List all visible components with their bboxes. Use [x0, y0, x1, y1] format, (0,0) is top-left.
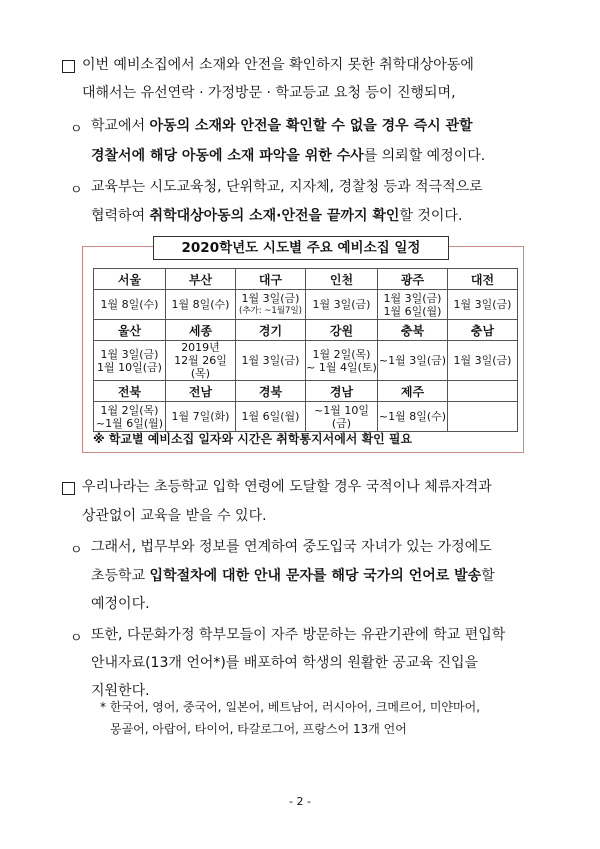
section1-bullet2-line2 [91, 203, 462, 229]
section2-bullet1-line3: 예정이다. [91, 596, 150, 612]
table-cell: 1월 3일(금) [448, 341, 518, 381]
bullet1-text-2: 를 의뢰할 예정이다. [363, 148, 486, 164]
cell-line: ~ 1월 4일(토) [306, 360, 377, 374]
bullet1-bold-text: 아동의 소재와 안전을 확인할 수 없을 경우 즉시 관할 [149, 118, 473, 134]
section1-bullet1-line2 [91, 143, 485, 169]
square-bullet-icon [62, 60, 75, 73]
footnote-line2: 몽골어, 아랍어, 타이어, 타갈로그어, 프랑스어 13개 언어 [110, 722, 407, 736]
section2-line1: 우리나라는 초등학교 입학 연령에 도달할 경우 국적이나 체류자격과 [82, 479, 492, 495]
section1-line1: 이번 예비소집에서 소재와 안전을 확인하지 못한 취학대상아동에 [82, 57, 474, 73]
section2-bullet2-line1: 또한, 다문화가정 학부모들이 자주 방문하는 유관기관에 학교 편입학 [91, 627, 506, 643]
table-row [94, 402, 518, 432]
cell-line: 1월 6일(월) [383, 304, 442, 318]
table-header-cell: 경북 [236, 381, 306, 402]
table-header-cell: 경남 [306, 381, 378, 402]
table-header-cell: 대전 [448, 269, 518, 290]
table-cell [94, 341, 166, 381]
table-header-cell: 인천 [306, 269, 378, 290]
bullet2-text: 협력하여 [91, 208, 150, 224]
cell-line: 1월 10일(금) [97, 360, 162, 374]
schedule-title: 2020학년도 시도별 주요 예비소집 일정 [153, 236, 449, 260]
footnote-line1: * 한국어, 영어, 중국어, 일본어, 베트남어, 러시아어, 크메르어, 미얀마어, [100, 700, 481, 714]
table-header-cell: 부산 [166, 269, 236, 290]
table-cell: 1월 3일(금) [236, 341, 306, 381]
bullet-text: 초등학교 [91, 568, 150, 584]
section2-bullet1-line2 [91, 563, 495, 589]
circle-bullet-icon: ㅇ [70, 631, 83, 646]
table-row [94, 381, 518, 402]
table-row [94, 341, 518, 381]
table-cell: 1월 3일(금) [448, 290, 518, 320]
bullet2-text-post: 할 것이다. [399, 208, 463, 224]
cell-line: 1월 2일(목) [312, 347, 371, 361]
schedule-note: ※ 학교별 예비소집 일자와 시간은 취학통지서에서 확인 필요 [93, 432, 413, 446]
cell-line: 2019년 [181, 341, 220, 354]
table-header-cell: 강원 [306, 320, 378, 341]
cell-line: 1월 3일(금) [241, 291, 300, 305]
section1-bullet2-line1: 교육부는 시도교육청, 단위학교, 지자체, 경찰청 등과 적극적으로 [91, 179, 483, 195]
table-header-cell: 울산 [94, 320, 166, 341]
table-header-cell: 충남 [448, 320, 518, 341]
table-cell: ~1월 3일(금) [378, 341, 448, 381]
cell-line: 1월 3일(금) [100, 347, 159, 361]
table-header-cell: 충북 [378, 320, 448, 341]
table-header-cell: 제주 [378, 381, 448, 402]
schedule-table [93, 268, 518, 432]
table-header-cell: 서울 [94, 269, 166, 290]
table-row [94, 269, 518, 290]
table-cell: 1월 6일(월) [236, 402, 306, 432]
table-header-cell: 세종 [166, 320, 236, 341]
table-row [94, 290, 518, 320]
section2-bullet1-line1: 그래서, 법무부와 정보를 연계하여 중도입국 자녀가 있는 가정에도 [91, 539, 492, 555]
section2-bullet2-line3: 지원한다. [91, 683, 150, 699]
table-header-cell [448, 381, 518, 402]
table-cell [448, 402, 518, 432]
table-cell: ~1월 10일(금) [306, 402, 378, 432]
table-cell [236, 290, 306, 320]
table-cell [378, 290, 448, 320]
circle-bullet-icon: ㅇ [70, 543, 83, 558]
table-cell [306, 341, 378, 381]
page-number: - 2 - [289, 795, 311, 808]
bullet2-bold-text: 취학대상아동의 소재·안전을 끝까지 확인 [149, 208, 400, 224]
cell-line: 1월 3일(금) [383, 291, 442, 305]
cell-line: ~1월 6일(월) [95, 416, 164, 430]
bullet1-text: 학교에서 [91, 118, 150, 134]
section1-line2: 대해서는 유선연락 · 가정방문 · 학교등교 요청 등이 진행되며, [82, 85, 456, 101]
section1-bullet1-line1 [91, 113, 473, 139]
bullet1-bold-text-2: 경찰서에 해당 아동에 소재 파악을 위한 수사 [91, 148, 364, 164]
circle-bullet-icon: ㅇ [70, 183, 83, 198]
bullet-text-post: 할 [481, 568, 495, 584]
table-header-cell: 대구 [236, 269, 306, 290]
table-row [94, 320, 518, 341]
square-bullet-icon [62, 482, 75, 495]
section2-line2: 상관없이 교육을 받을 수 있다. [82, 508, 267, 524]
cell-line: 12월 26일(목) [174, 354, 227, 380]
bullet-bold-text: 입학절차에 대한 안내 문자를 해당 국가의 언어로 발송 [149, 568, 482, 584]
cell-line-small: (추가: ~1월7일) [239, 305, 302, 316]
table-cell: 1월 7일(화) [166, 402, 236, 432]
table-header-cell: 광주 [378, 269, 448, 290]
table-cell: 1월 8일(수) [166, 290, 236, 320]
section2-bullet2-line2: 안내자료(13개 언어*)를 배포하여 학생의 원활한 공교육 진입을 [91, 655, 479, 671]
table-header-cell: 경기 [236, 320, 306, 341]
table-header-cell: 전남 [166, 381, 236, 402]
circle-bullet-icon: ㅇ [70, 122, 83, 137]
table-cell: 1월 8일(수) [94, 290, 166, 320]
table-header-cell: 전북 [94, 381, 166, 402]
table-cell [94, 402, 166, 432]
table-cell: ~1월 8일(수) [378, 402, 448, 432]
table-cell: 1월 3일(금) [306, 290, 378, 320]
cell-line: 1월 2일(목) [100, 403, 159, 417]
table-cell [166, 341, 236, 381]
